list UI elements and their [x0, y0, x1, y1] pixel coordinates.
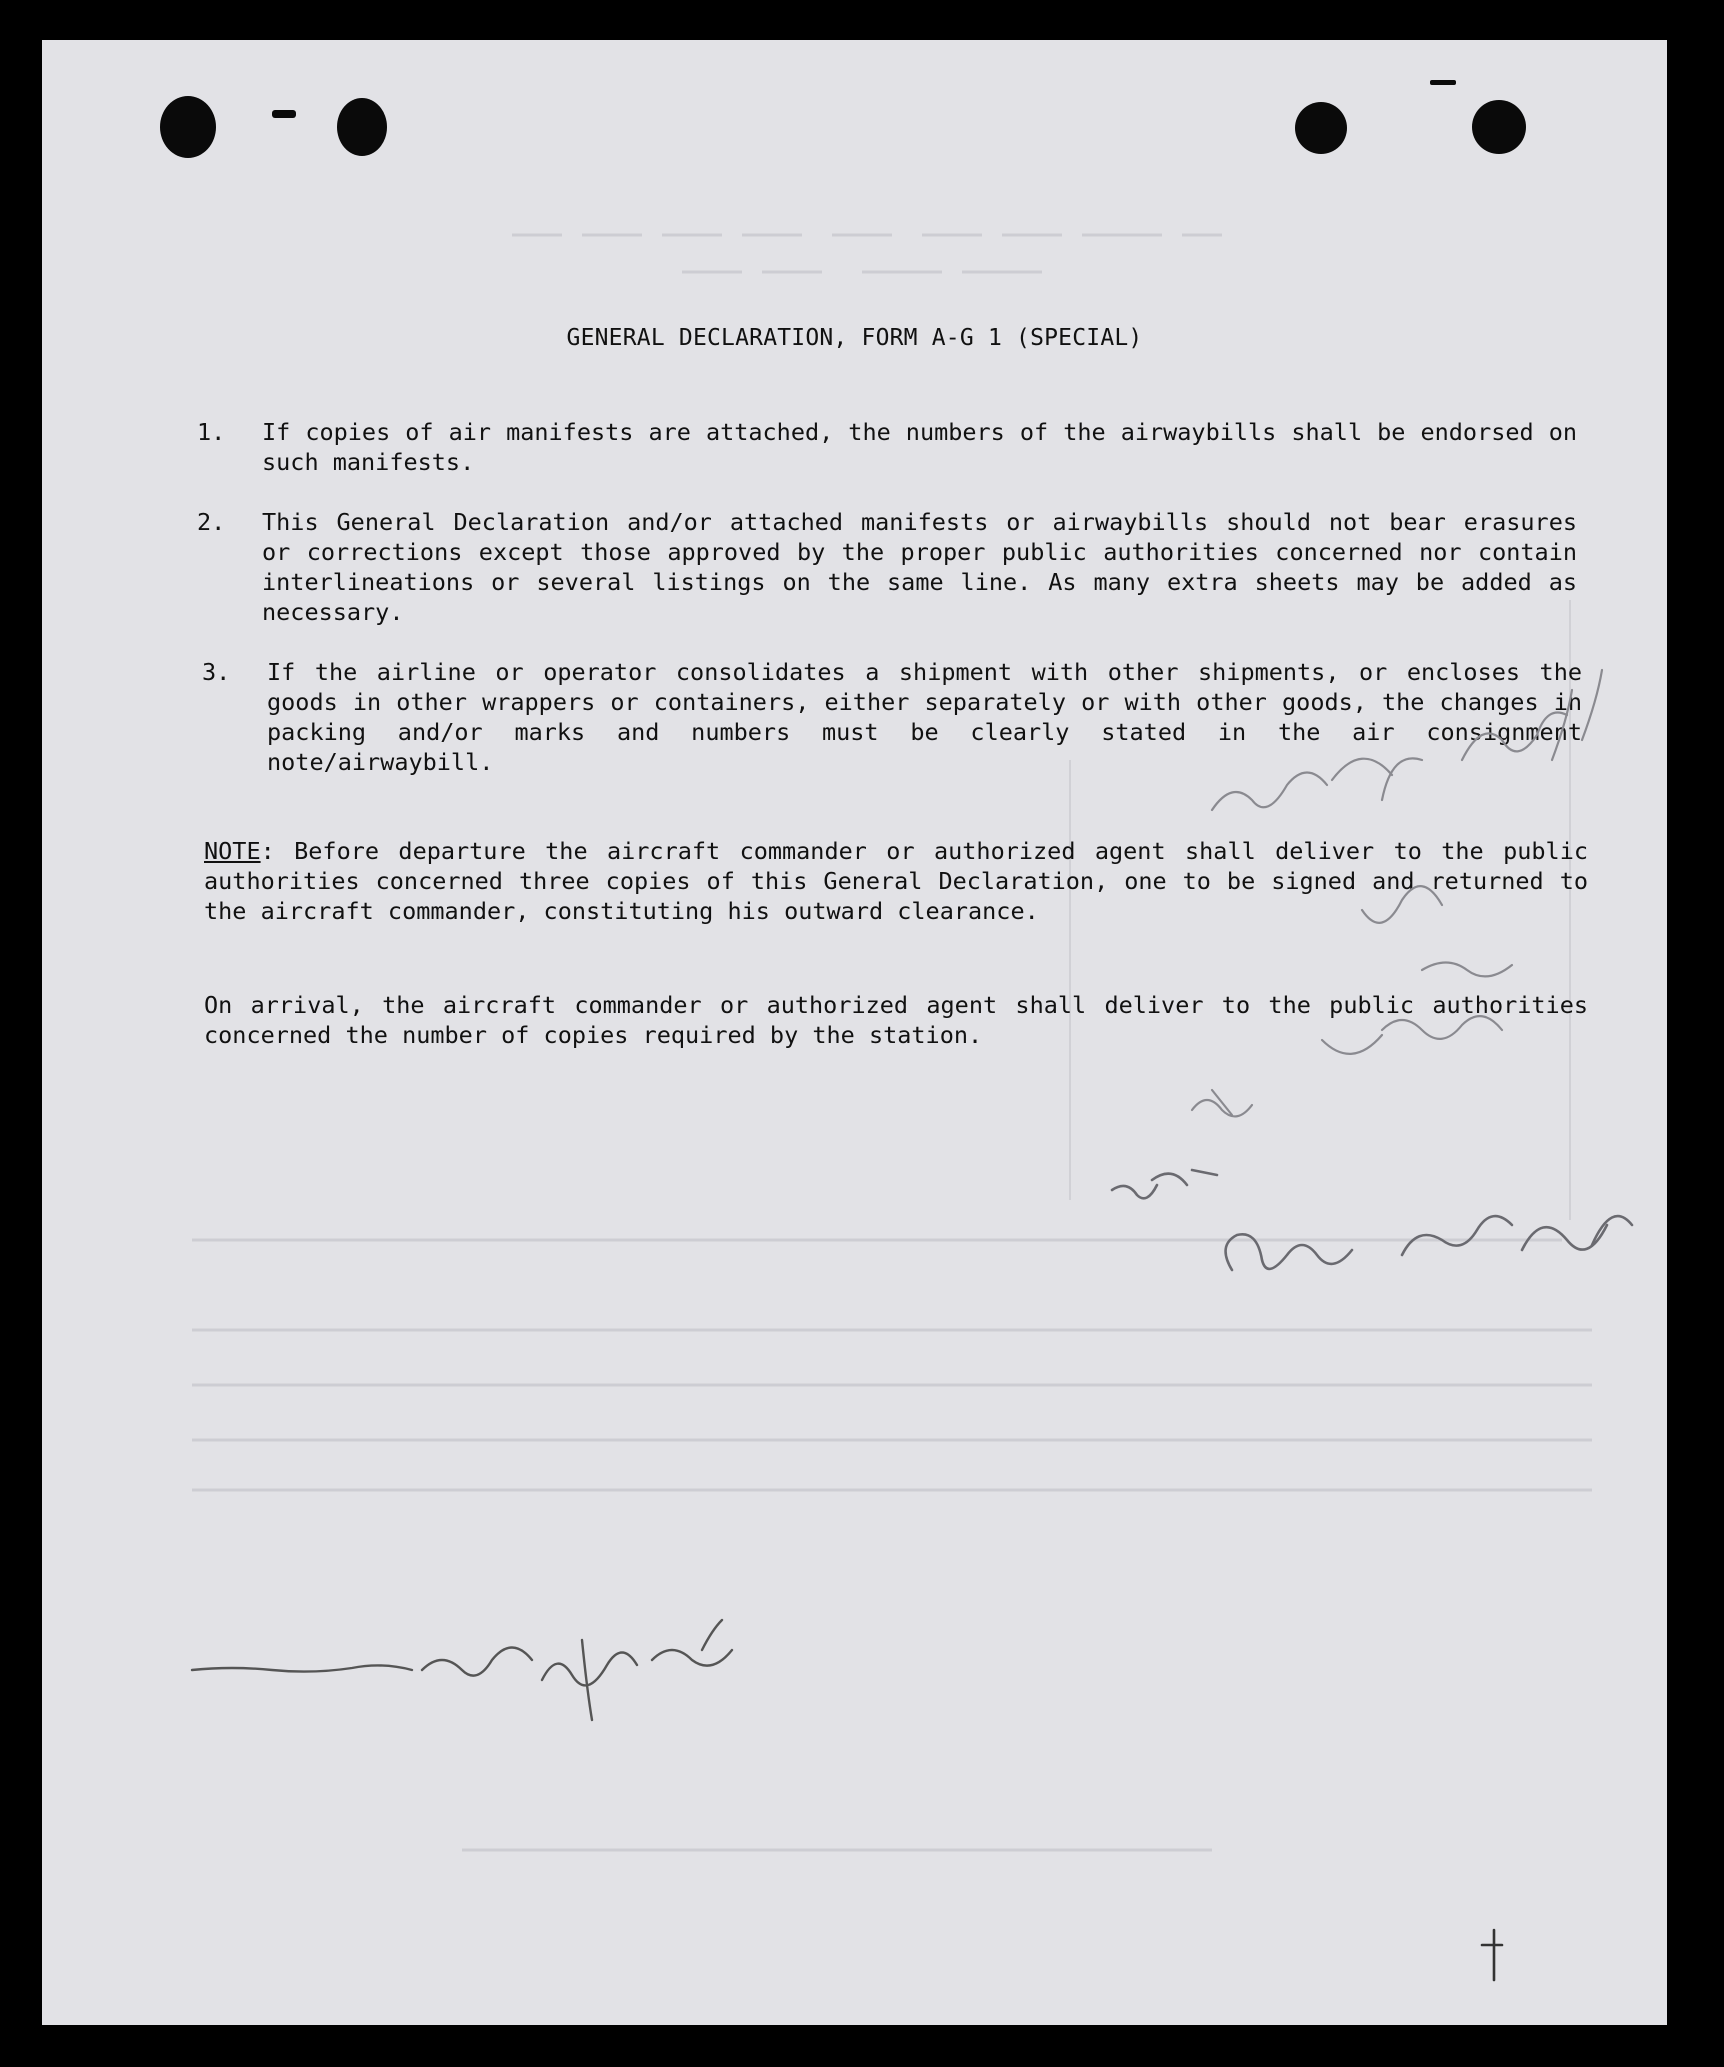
list-item-number: 3. — [202, 658, 231, 686]
handwriting-icon — [42, 40, 1667, 2025]
list-item-text: This General Declaration and/or attached manifests or airwaybills should not bear erasures or corrections except those approved by the proper public authorities concerned nor contain interlineations or several listings on the same line. As many extra sheets may be added as necessary. — [262, 508, 1577, 626]
arrival-paragraph: On arrival, the aircraft commander or authorized agent shall deliver to the public authorities concerned the number of copies required by the station. — [204, 991, 1588, 1049]
list-item-number: 2. — [197, 508, 226, 536]
form-title: GENERAL DECLARATION, FORM A-G 1 (SPECIAL) — [566, 325, 1143, 351]
list-item-text: If copies of air manifests are attached, the numbers of the airwaybills shall be endorsed on such manifests. — [262, 418, 1577, 476]
list-item-text: If the airline or operator consolidates a shipment with other shipments, or encloses the goods in other wrappers or containers, either separately or with other goods, the changes in packing and/or marks and numbers must be clearly stated in the air consignment note/airwaybill. — [267, 658, 1582, 776]
note-label: NOTE — [204, 837, 261, 865]
document-page — [42, 40, 1667, 2025]
note-text: : Before departure the aircraft commander or authorized agent shall deliver to the public authorities concerned three copies of this General Declaration, one to be signed and returned to the aircraft commander, constituting his outward clearance. — [204, 837, 1588, 925]
list-item-number: 1. — [197, 418, 226, 446]
